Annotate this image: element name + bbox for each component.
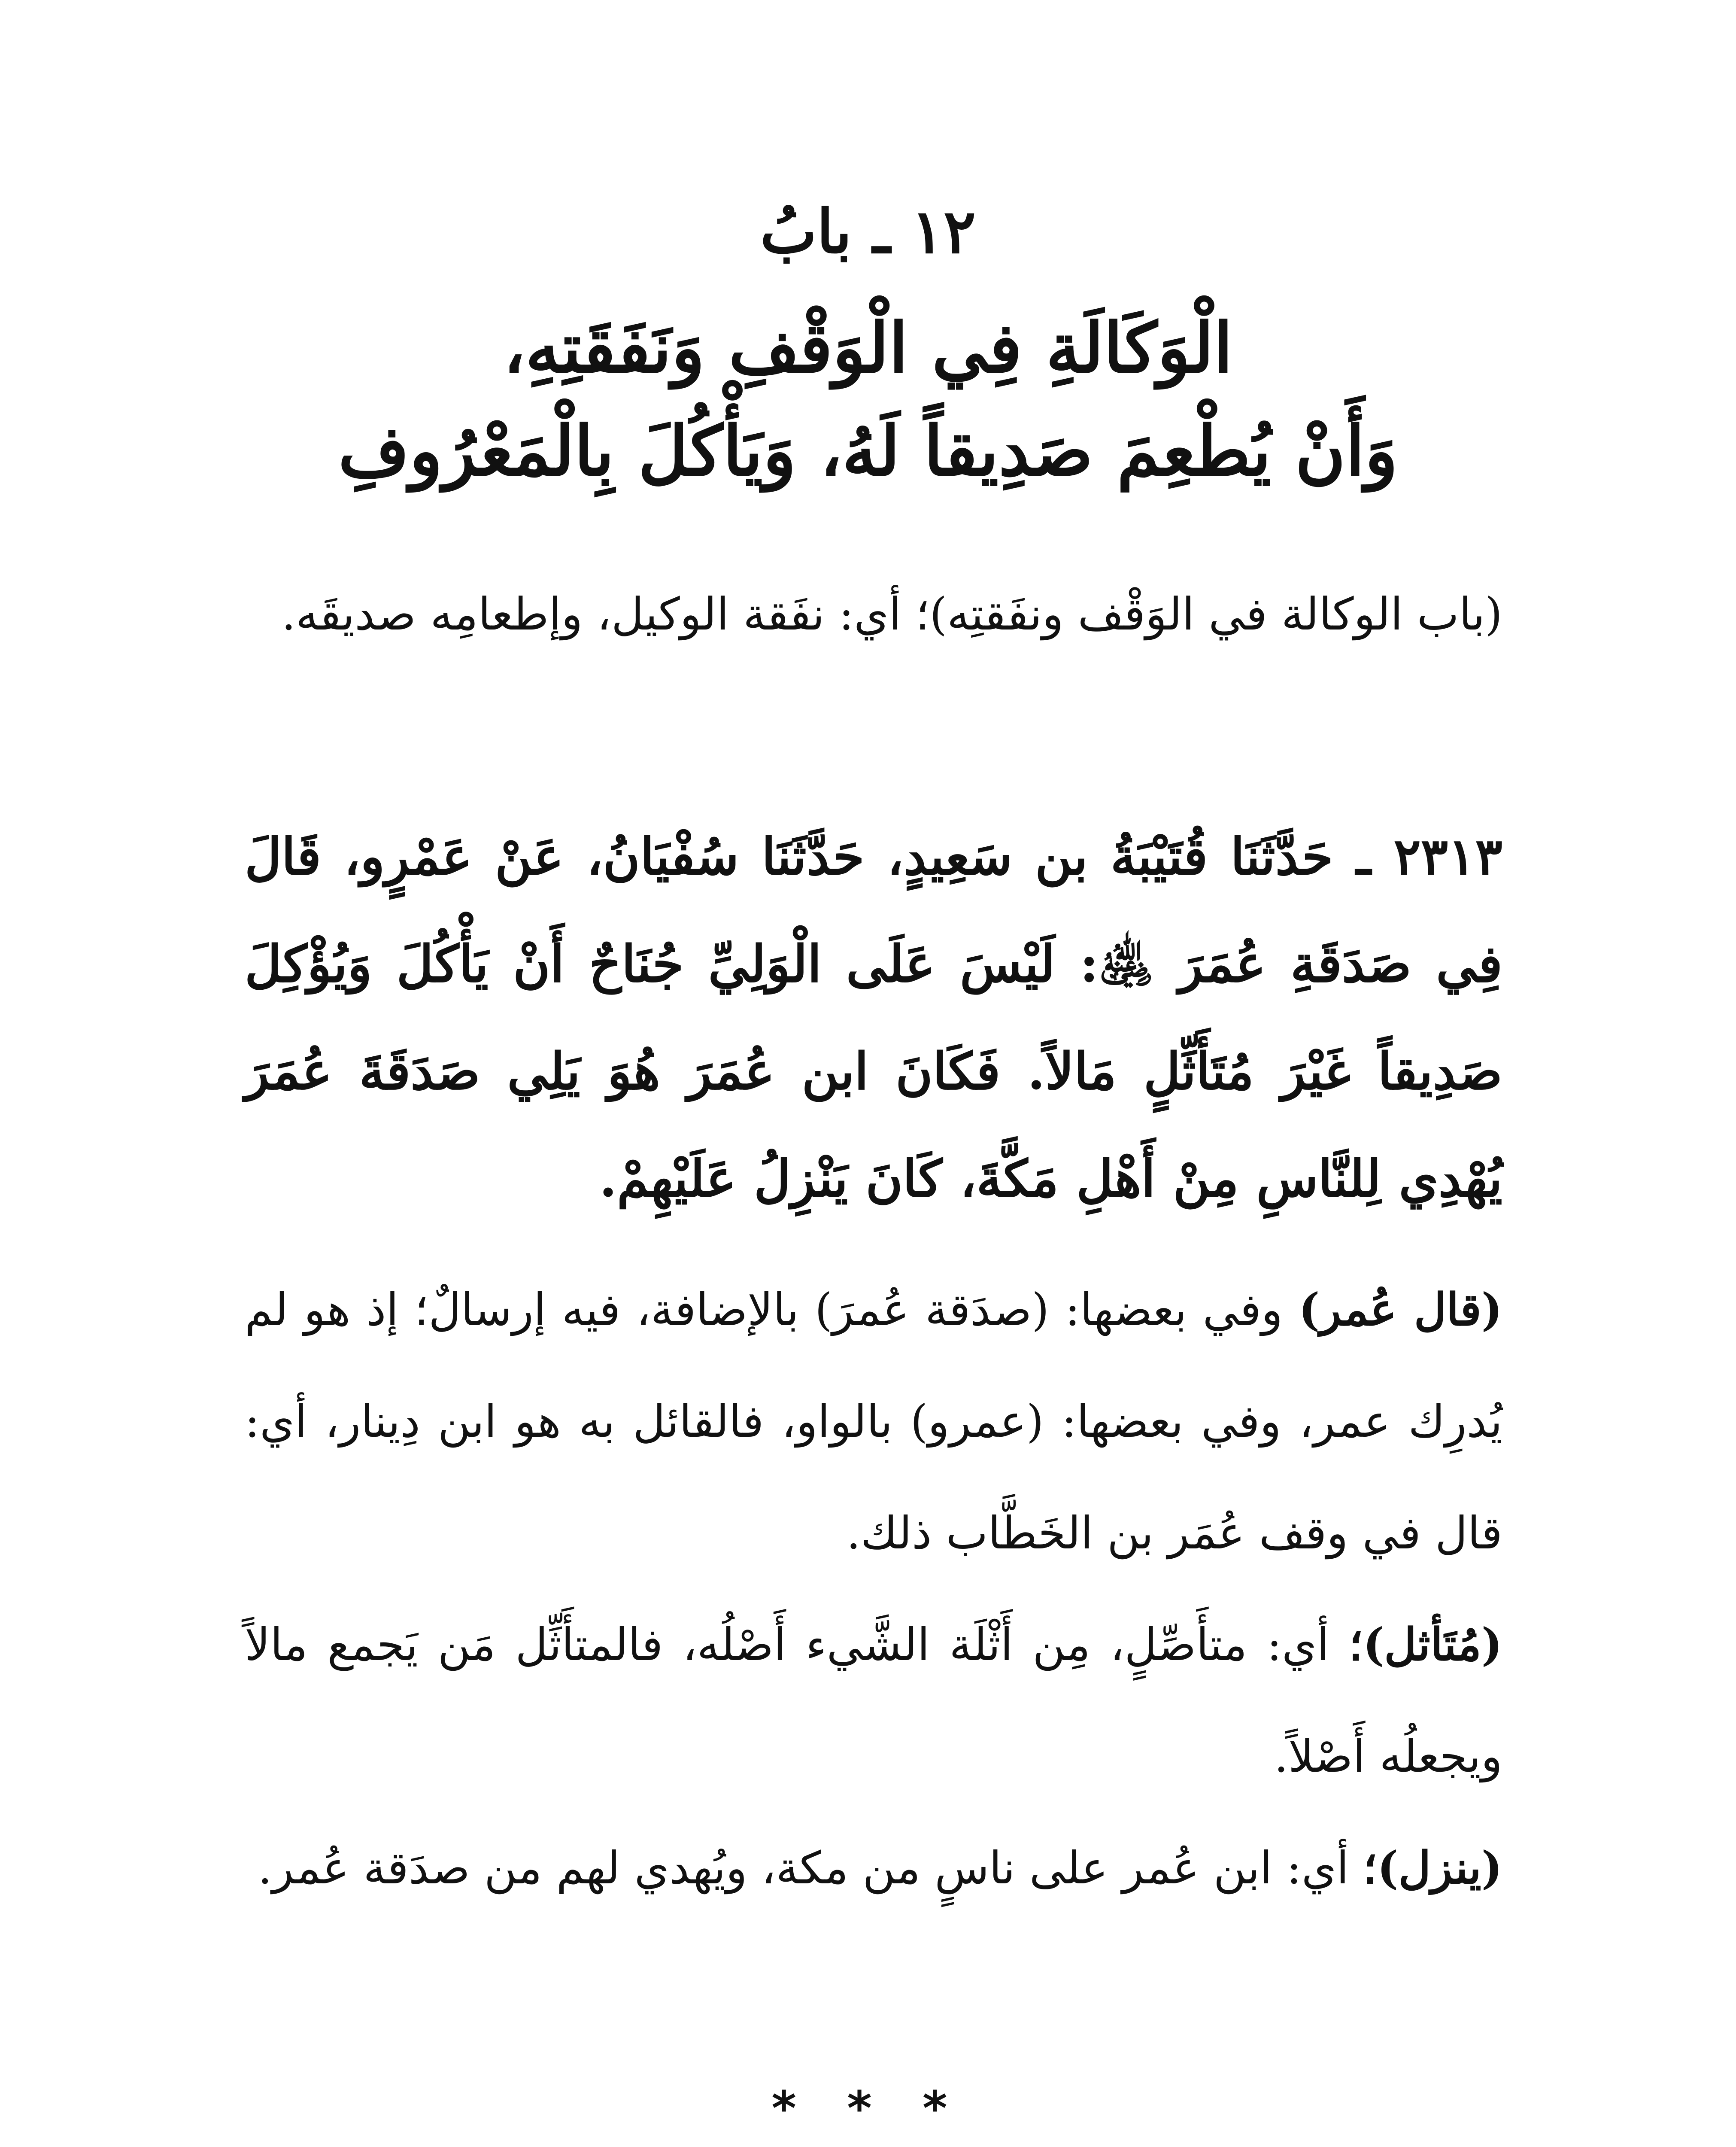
chapter-number: ١٢ ـ بابُ [760, 197, 976, 267]
chapter-title-line-1: الْوَكَالَةِ فِي الْوَقْفِ وَنَفَقَتِهِ، [503, 307, 1233, 388]
section-separator: * * * [771, 2081, 965, 2136]
hadith-number: ٢٣١٣ ـ [1356, 827, 1502, 886]
commentary-text: أي: نفَقة الوكيل، وإطعامِه صديقَه. [281, 588, 901, 640]
commentary-paragraph-4 [245, 1812, 1502, 1924]
chapter-title-line-2: وَأَنْ يُطْعِمَ صَدِيقاً لَهُ، وَيَأْكُلَ بِالْمَعْرُوفِ [338, 411, 1398, 491]
commentary-paragraph-3 [245, 1589, 1502, 1812]
commentary-text: أي: ابن عُمر على ناسٍ من مكة، ويُهدي لهم من صدَقة عُمر. [258, 1842, 1349, 1894]
chapter-title [300, 296, 1436, 502]
commentary-text: وفي بعضها: (صدَقة عُمرَ) بالإضافة، فيه إرسالٌ؛ إذ هو لم يُدرِك عمر، وفي بعضها: (عمرو) بالواو، فالقائل به هو ابن دِينار، أي: قال في وقف عُمَر بن الخَطَّاب ذلك. [245, 1283, 1502, 1559]
hadith-text [245, 803, 1502, 1232]
commentary-lead: (مُتَأثل)؛ [1349, 1618, 1502, 1671]
commentary-paragraph-1 [245, 558, 1502, 670]
commentary-lead: (باب الوكالة في الوَقْف ونفَقتِه)؛ [915, 588, 1502, 640]
commentary-lead: (ينزل)؛ [1363, 1841, 1502, 1894]
hadith-body: حَدَّثَنَا قُتَيْبَةُ بن سَعِيدٍ، حَدَّثَنَا سُفْيَانُ، عَنْ عَمْرٍو، قَالَ فِي صَدَقَةِ عُمَرَ ﵁: لَيْسَ عَلَى الْوَلِيِّ جُنَاحٌ أَنْ يَأْكُلَ وَيُؤْكِلَ صَدِيقاً غَيْرَ مُتَأَثِّلٍ مَالاً. فَكَانَ ابن عُمَرَ هُوَ يَلِي صَدَقَةَ عُمَرَ يُهْدِي لِلنَّاسِ مِنْ أَهْلِ مَكَّةَ، كَانَ يَنْزِلُ عَلَيْهِمْ. [245, 827, 1502, 1208]
commentary-paragraph-2 [245, 1254, 1502, 1589]
commentary-text: أي: متأَصِّلٍ، مِن أَثْلَة الشَّيء أَصْلُه، فالمتأَثِّل مَن يَجمع مالاً ويجعلُه أَصْلاً. [245, 1618, 1502, 1782]
commentary-lead: (قال عُمر) [1299, 1283, 1503, 1336]
